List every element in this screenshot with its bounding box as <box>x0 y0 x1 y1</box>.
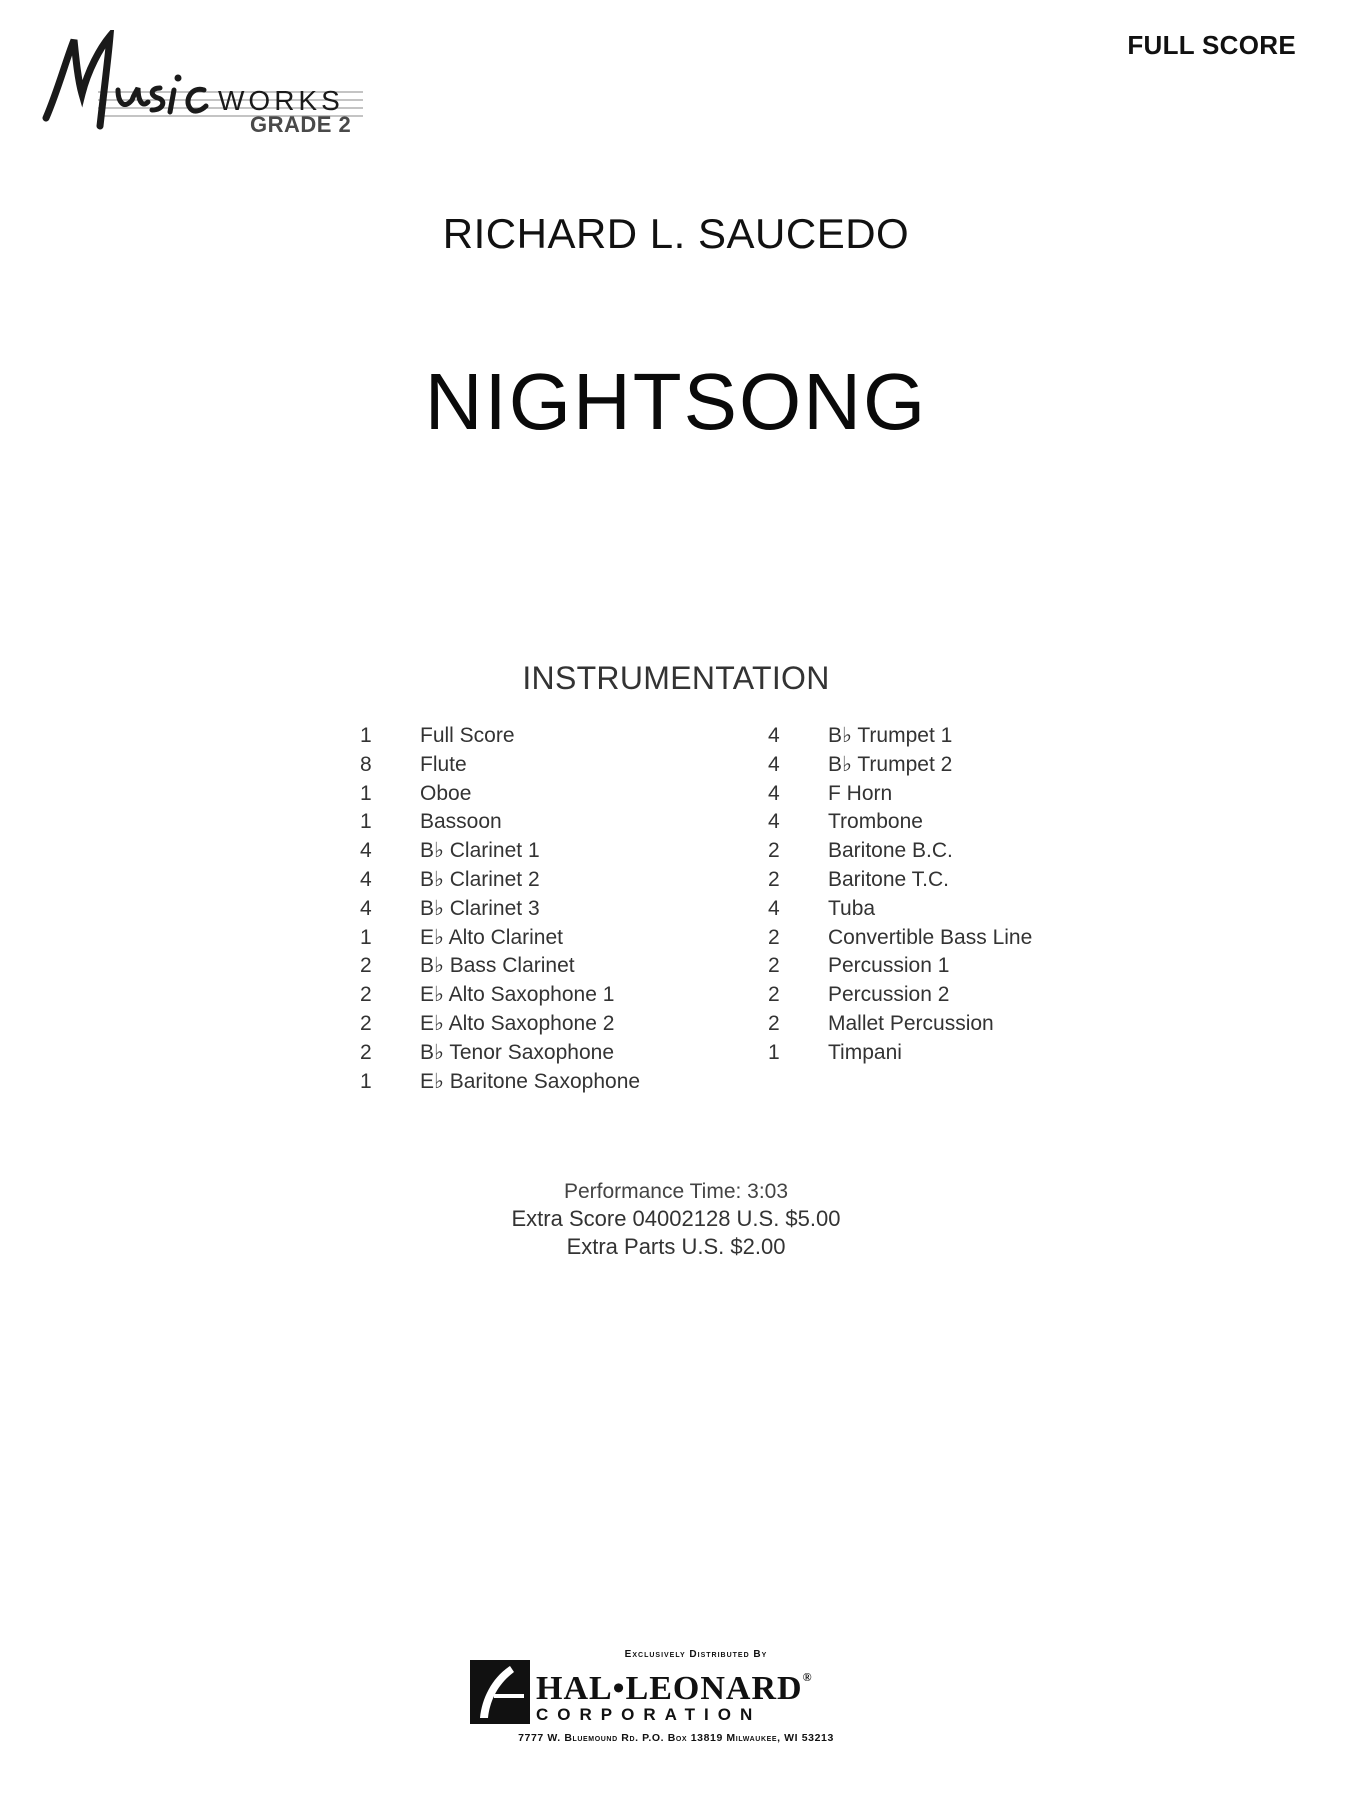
hal-leonard-logo-icon <box>470 1660 530 1724</box>
grade-label: GRADE 2 <box>250 112 352 137</box>
instrument-name: E♭ Baritone Saxophone <box>420 1069 641 1093</box>
instrument-name: B♭ Bass Clarinet <box>420 954 575 978</box>
instrument-name: Bassoon <box>420 810 502 834</box>
instrument-qty: 2 <box>768 1011 780 1035</box>
instrument-row <box>768 837 1168 866</box>
performance-time: Performance Time: 3:03 <box>563 1180 789 1203</box>
instrument-qty: 4 <box>360 867 372 891</box>
instrument-qty: 1 <box>768 1040 780 1064</box>
instrument-qty: 2 <box>768 983 780 1007</box>
instrument-qty: 4 <box>360 896 372 920</box>
instrument-row <box>360 751 760 780</box>
instrument-qty: 4 <box>768 781 780 805</box>
instrument-row <box>360 895 760 924</box>
instrument-row <box>360 1010 760 1039</box>
instrument-row <box>768 1010 1168 1039</box>
svg-text:WORKS: WORKS <box>218 85 344 116</box>
instrument-name: B♭ Clarinet 3 <box>420 896 540 920</box>
instrument-row <box>360 924 760 953</box>
registered-mark: ® <box>802 1670 813 1684</box>
instrument-name: Oboe <box>420 781 472 805</box>
edition-label: FULL SCORE <box>1127 30 1296 60</box>
hal-leonard-emblem-icon <box>470 1660 530 1724</box>
instrument-row <box>768 780 1168 809</box>
instrument-name: Mallet Percussion <box>828 1011 994 1035</box>
instrument-name: Tuba <box>828 896 876 920</box>
instrument-row <box>360 780 760 809</box>
instrument-name: Trombone <box>828 810 923 834</box>
instrument-row <box>360 1068 760 1097</box>
instrument-name: Percussion 1 <box>828 954 950 978</box>
instrument-row <box>768 981 1168 1010</box>
publisher-name-text: HAL•LEONARD <box>536 1670 803 1707</box>
instrument-row <box>360 866 760 895</box>
piece-title: NIGHTSONG <box>424 357 928 446</box>
composer-name: RICHARD L. SAUCEDO <box>442 210 910 257</box>
instrument-qty: 1 <box>360 810 372 834</box>
instrument-name: B♭ Trumpet 2 <box>828 752 953 776</box>
instrument-qty: 1 <box>360 925 372 949</box>
instrument-name: E♭ Alto Clarinet <box>420 925 563 949</box>
instrument-row <box>768 722 1168 751</box>
instrument-row <box>768 895 1168 924</box>
instrument-row <box>360 981 760 1010</box>
instrument-qty: 4 <box>768 724 780 747</box>
instrument-row <box>360 722 760 751</box>
instrument-name: Baritone B.C. <box>828 839 953 863</box>
instrument-qty: 2 <box>360 954 372 978</box>
instrument-qty: 4 <box>768 896 780 920</box>
instrument-qty: 2 <box>360 1011 372 1035</box>
instrument-name: B♭ Clarinet 2 <box>420 867 540 891</box>
instrument-name: E♭ Alto Saxophone 2 <box>420 1011 615 1035</box>
instrument-row <box>360 808 760 837</box>
instrument-name: B♭ Tenor Saxophone <box>420 1040 614 1064</box>
instrument-row <box>360 837 760 866</box>
instrument-qty: 2 <box>768 925 780 949</box>
instrument-name: F Horn <box>828 781 893 805</box>
instrument-name: Flute <box>420 752 467 776</box>
instrument-qty: 4 <box>360 839 372 863</box>
instrumentation-heading: INSTRUMENTATION <box>522 660 830 696</box>
instrument-name: B♭ Clarinet 1 <box>420 839 540 863</box>
instrumentation-left-column <box>360 722 760 1096</box>
instrumentation-right-column <box>768 722 1168 1068</box>
instrument-qty: 1 <box>360 1069 372 1093</box>
publisher-address: 7777 W. Bluemound Rd. P.O. Box 13819 Milwaukee, WI 53213 <box>518 1732 834 1744</box>
instrument-row <box>768 866 1168 895</box>
instrument-qty: 2 <box>768 867 780 891</box>
instrument-qty: 2 <box>360 1040 372 1064</box>
instrument-qty: 4 <box>768 810 780 834</box>
instrument-row <box>360 1039 760 1068</box>
publisher-name <box>536 1670 813 1708</box>
instrument-row <box>768 751 1168 780</box>
distributed-by-label: Exclusively Distributed By <box>624 1649 768 1660</box>
instrument-name: B♭ Trumpet 1 <box>828 724 953 747</box>
instrument-row <box>768 1039 1168 1068</box>
instrument-row <box>768 924 1168 953</box>
instrument-qty: 8 <box>360 752 372 776</box>
instrument-name: Baritone T.C. <box>828 867 950 891</box>
instrument-name: Percussion 2 <box>828 983 950 1007</box>
instrument-qty: 2 <box>768 839 780 863</box>
publisher-corporation: CORPORATION <box>536 1705 762 1724</box>
instrument-name: E♭ Alto Saxophone 1 <box>420 983 615 1007</box>
instrument-qty: 1 <box>360 724 372 747</box>
instrument-qty: 1 <box>360 781 372 805</box>
instrument-name: Convertible Bass Line <box>828 925 1033 949</box>
instrument-qty: 4 <box>768 752 780 776</box>
instrument-row <box>768 952 1168 981</box>
extra-parts-price: Extra Parts U.S. $2.00 <box>566 1234 786 1259</box>
instrument-row <box>360 952 760 981</box>
instrument-row <box>768 808 1168 837</box>
extra-score-price: Extra Score 04002128 U.S. $5.00 <box>511 1206 841 1231</box>
instrument-name: Timpani <box>828 1040 902 1064</box>
instrument-name: Full Score <box>420 724 515 747</box>
instrument-qty: 2 <box>360 983 372 1007</box>
instrument-qty: 2 <box>768 954 780 978</box>
